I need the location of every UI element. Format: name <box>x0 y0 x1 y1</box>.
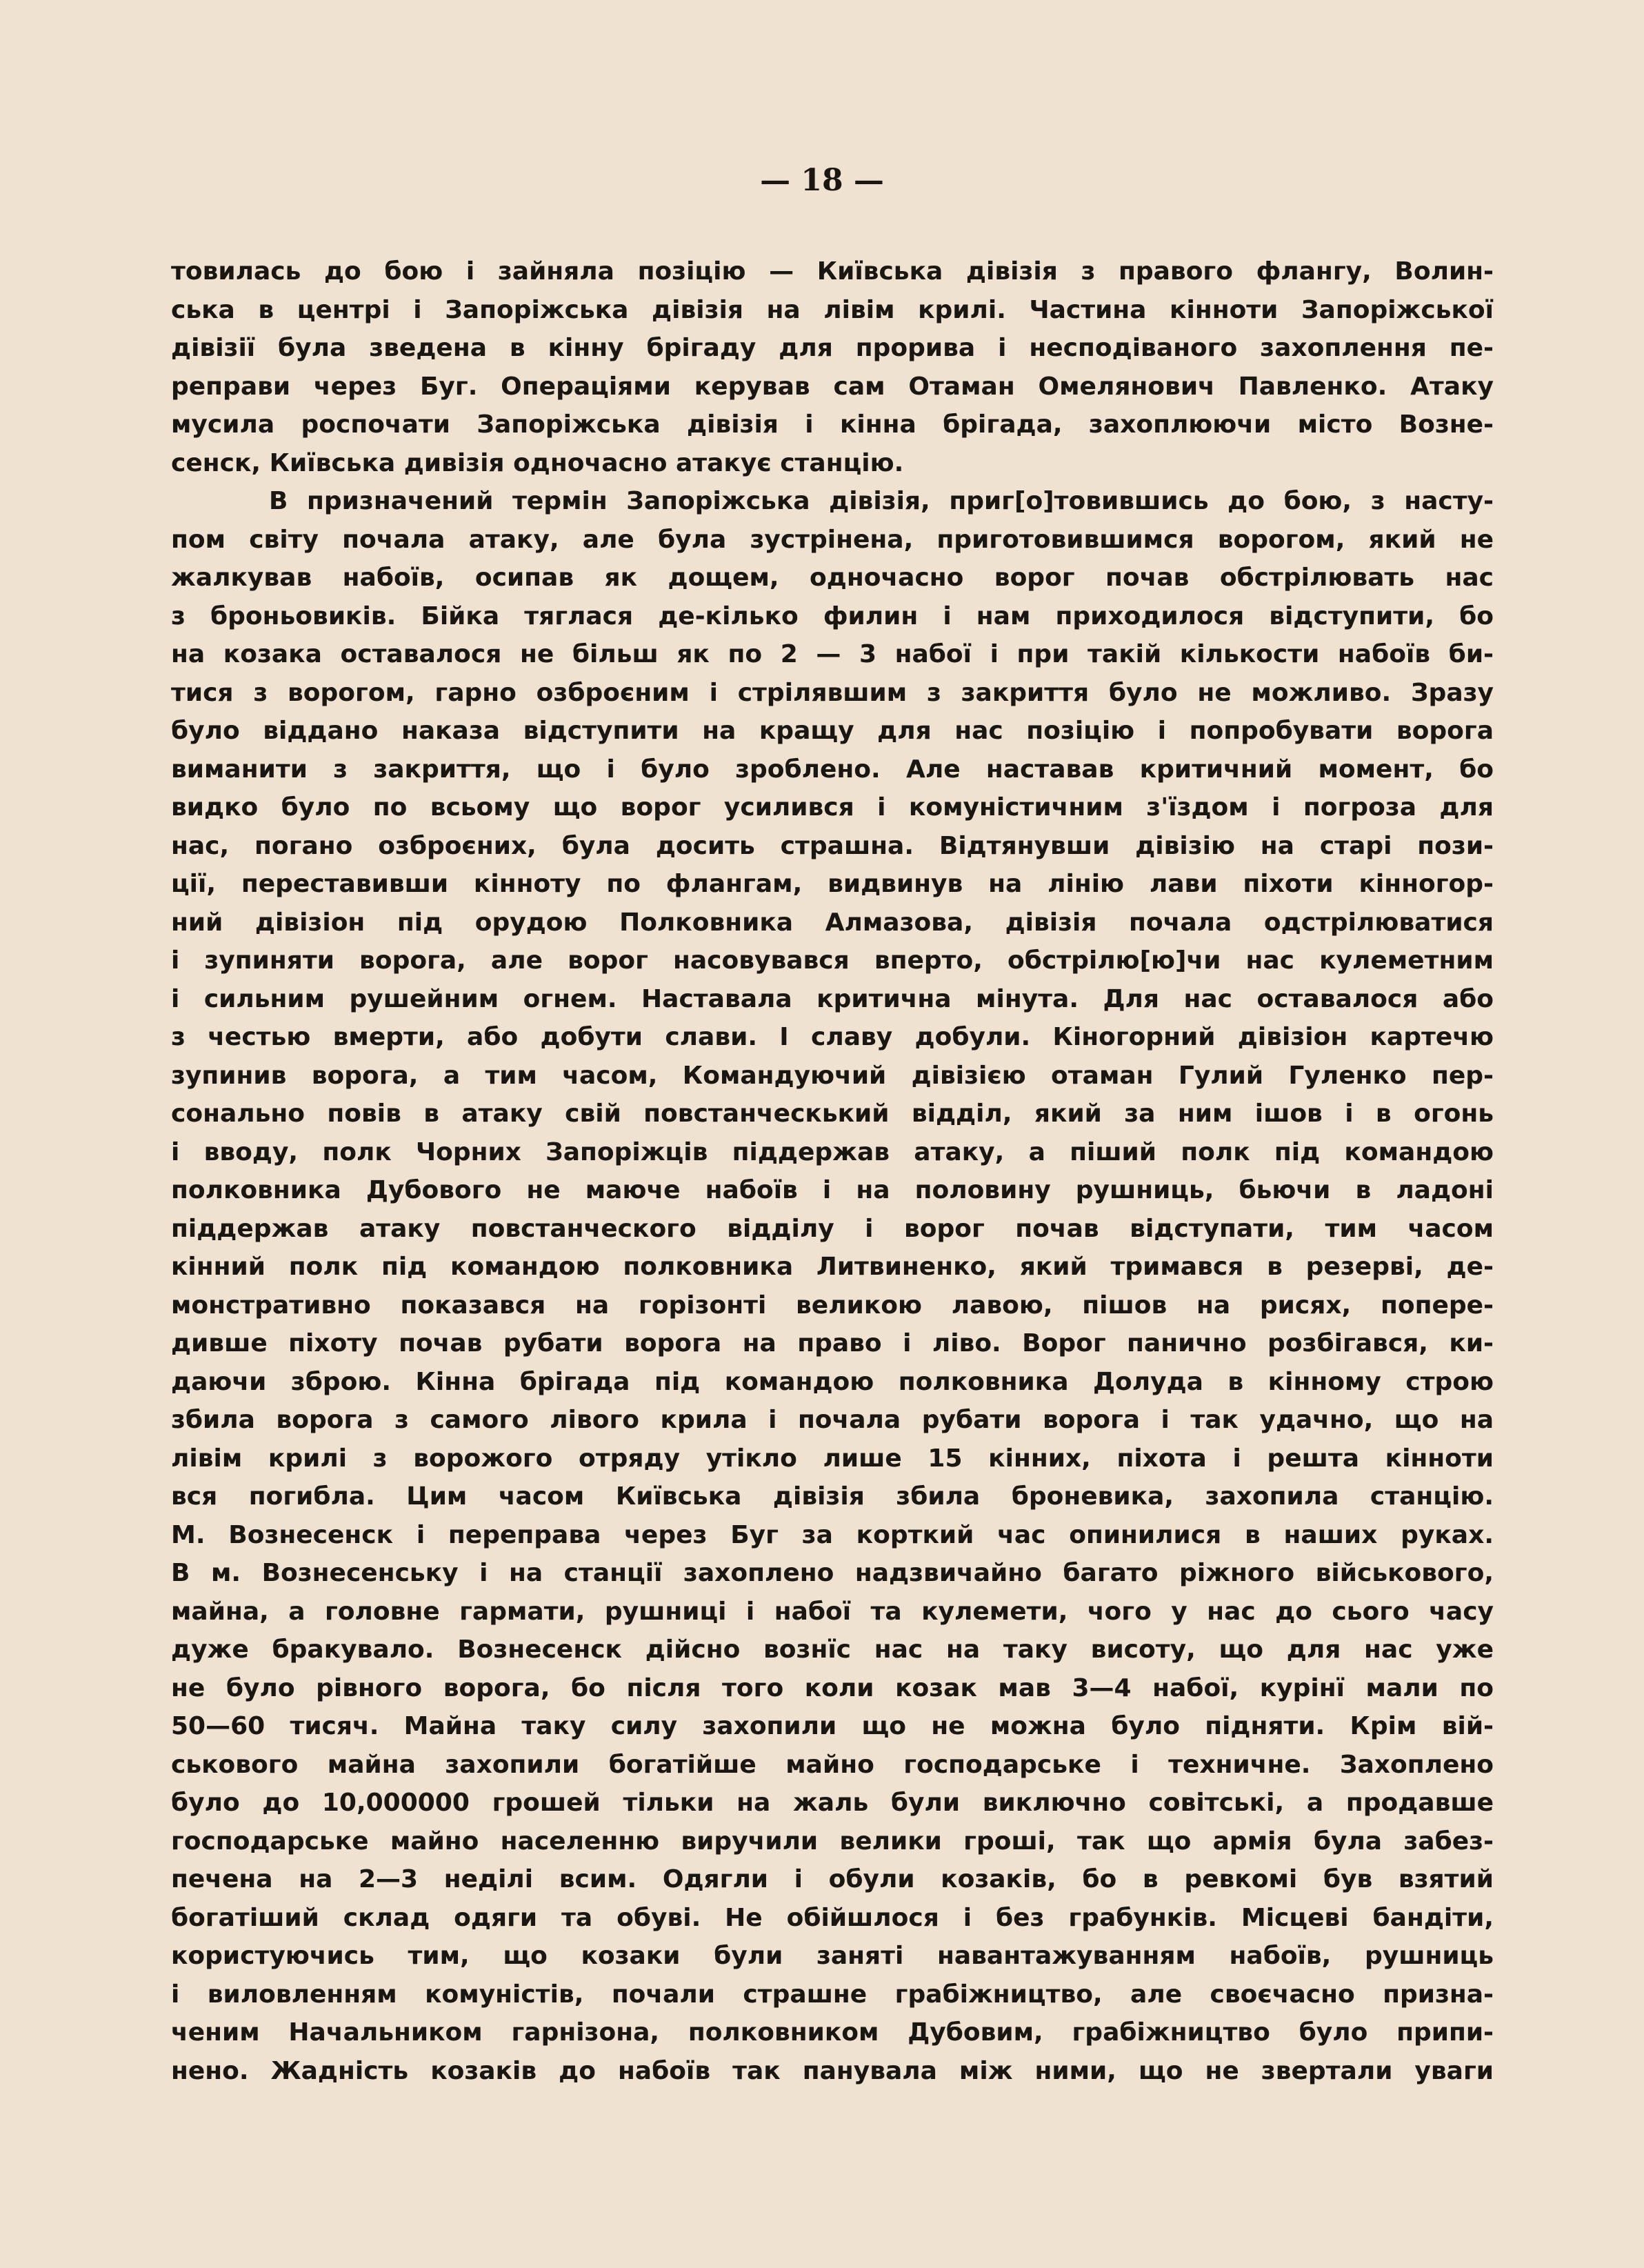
text-line: ченим Начальником гарнізона, полковником Дубовим, грабіжництво було припи- <box>171 2018 1494 2047</box>
text-line: майна, а головне гармати, рушниці і набої та кулемети, чого у нас до сього часу <box>171 1597 1494 1626</box>
text-line: жалкував набоїв, осипав як дощем, одночасно ворог почав обстрілювать нас <box>171 564 1494 592</box>
text-line: господарське майно населенню виручили велики гроші, так що армія була забез- <box>171 1827 1494 1856</box>
text-line: збила ворога з самого лівого крила і почала рубати ворога і так удачно, що на <box>171 1406 1494 1434</box>
text-line: 50—60 тисяч. Майна таку силу захопили що не можна було підняти. Крім вій- <box>171 1712 1494 1740</box>
page-number: — 18 — <box>760 163 884 198</box>
text-line: на козака оставалося не більш як по 2 — 3 набої і при такій кількости набоїв би- <box>171 640 1494 668</box>
text-line: В призначений термін Запоріжська дівізія, приг[о]товившись до бою, з насту- <box>269 487 1494 515</box>
paragraph-2 <box>171 482 1494 2090</box>
text-line: товилась до бою і зайняла позіцію — Київська дівізія з правого флангу, Волин- <box>171 257 1494 286</box>
text-line: пом світу почала атаку, але була зустрінена, приготовившимся ворогом, який не <box>171 525 1494 554</box>
text-line: зупинив ворога, а тим часом, Командуючий дівізією отаман Гулий Гуленко пер- <box>171 1061 1494 1090</box>
text-line: лівім крилі з ворожого отряду утікло лише 15 кінних, піхота і решта кінноти <box>171 1444 1494 1473</box>
text-line: з честью вмерти, або добути слави. І славу добули. Кіногорний дівізіон картечю <box>171 1023 1494 1051</box>
text-line: ний дівізіон під орудою Полковника Алмазова, дівізія почала одстрілюватися <box>171 908 1494 937</box>
text-line: і зупиняти ворога, але ворог насовувався вперто, обстрілю[ю]чи нас кулеметним <box>171 946 1494 975</box>
text-line: сенск, Київська дивізія одночасно атакує станцію. <box>171 448 904 477</box>
text-line: і сильним рушейним огнем. Наставала критична мінута. Для нас оставалося або <box>171 984 1494 1013</box>
text-line: реправи через Буг. Операціями керував сам Отаман Омелянович Павленко. Атаку <box>171 372 1494 401</box>
text-line: полковника Дубового не маюче набоїв і на половину рушниць, бьючи в ладоні <box>171 1176 1494 1204</box>
text-line: монстративно показався на горізонті великою лавою, пішов на рисях, попере- <box>171 1291 1494 1320</box>
text-line: мусила роспочати Запоріжська дівізія і кінна брігада, захоплюючи місто Возне- <box>171 410 1494 439</box>
text-line: ськового майна захопили богатійше майно господарське і техничне. Захоплено <box>171 1750 1494 1779</box>
text-line: піддержав атаку повстанческого відділу і ворог почав відступати, тим часом <box>171 1214 1494 1243</box>
text-line: М. Вознесенск і переправа через Буг за корткий час опинилися в наших руках. <box>171 1520 1494 1549</box>
text-line: і виловленням комуністів, почали страшне грабіжництво, але своєчасно призна- <box>171 1980 1494 2009</box>
text-line: В м. Вознесенську і на станції захоплено надзвичайно багато ріжного військового, <box>171 1559 1494 1587</box>
text-line: ції, переставивши кінноту по флангам, видвинув на лінію лави піхоти кінногор- <box>171 870 1494 898</box>
text-line: користуючись тим, що козаки були заняті навантажуванням набоїв, рушниць <box>171 1942 1494 1970</box>
text-line: богатіший склад одяги та обуві. Не обійшлося і без грабунків. Місцеві бандіти, <box>171 1903 1494 1932</box>
text-line: було до 10,000000 грошей тільки на жаль були виключно совітські, а продавше <box>171 1789 1494 1817</box>
text-line: дуже бракувало. Вознесенск дійсно вознїс нас на таку висоту, що для нас уже <box>171 1635 1494 1664</box>
text-line: даючи зброю. Кінна брігада під командою полковника Долуда в кінному строю <box>171 1367 1494 1396</box>
text-line: з броньовиків. Бійка тяглася де-кілько филин і нам приходилося відступити, бо <box>171 601 1494 630</box>
text-line: сонально повів в атаку свій повстанческький відділ, який за ним ішов і в огонь <box>171 1100 1494 1128</box>
text-line: кінний полк під командою полковника Литвиненко, який тримався в резерві, де- <box>171 1253 1494 1281</box>
text-line: ська в центрі і Запоріжська дівізія на лівім крилі. Частина кінноти Запоріжської <box>171 295 1494 324</box>
text-line: видко було по всьому що ворог усилився і комуністичним з'їздом і погроза для <box>171 793 1494 822</box>
body-text <box>171 252 1494 2090</box>
text-line: було віддано наказа відступити на кращу для нас позіцію і попробувати ворога <box>171 717 1494 745</box>
text-line: вся погибла. Цим часом Київська дівізія збила броневика, захопила станцію. <box>171 1482 1494 1511</box>
text-line: дивше піхоту почав рубати ворога на право і ліво. Ворог панично розбігався, ки- <box>171 1329 1494 1357</box>
text-line: дівізії була зведена в кінну брігаду для прорива і несподіваного захоплення пе- <box>171 334 1494 362</box>
text-line: і вводу, полк Чорних Запоріжців піддержав атаку, а піший полк під командою <box>171 1137 1494 1166</box>
text-line: виманити з закриття, що і було зроблено. Але наставав критичний момент, бо <box>171 755 1494 784</box>
paragraph-1 <box>171 252 1494 482</box>
text-line: не було рівного ворога, бо після того коли козак мав 3—4 набої, курінї мали по <box>171 1673 1494 1702</box>
text-line: печена на 2—3 неділі всим. Одягли і обули козаків, бо в ревкомі був взятий <box>171 1865 1494 1893</box>
text-line: нено. Жадність козаків до набоїв так панувала між ними, що не звертали уваги <box>171 2056 1494 2085</box>
text-line: тися з ворогом, гарно озброєним і стрілявшим з закриття було не можливо. Зразу <box>171 678 1494 707</box>
text-line: нас, погано озброєних, була досить страшна. Відтянувши дівізію на старі пози- <box>171 831 1494 860</box>
